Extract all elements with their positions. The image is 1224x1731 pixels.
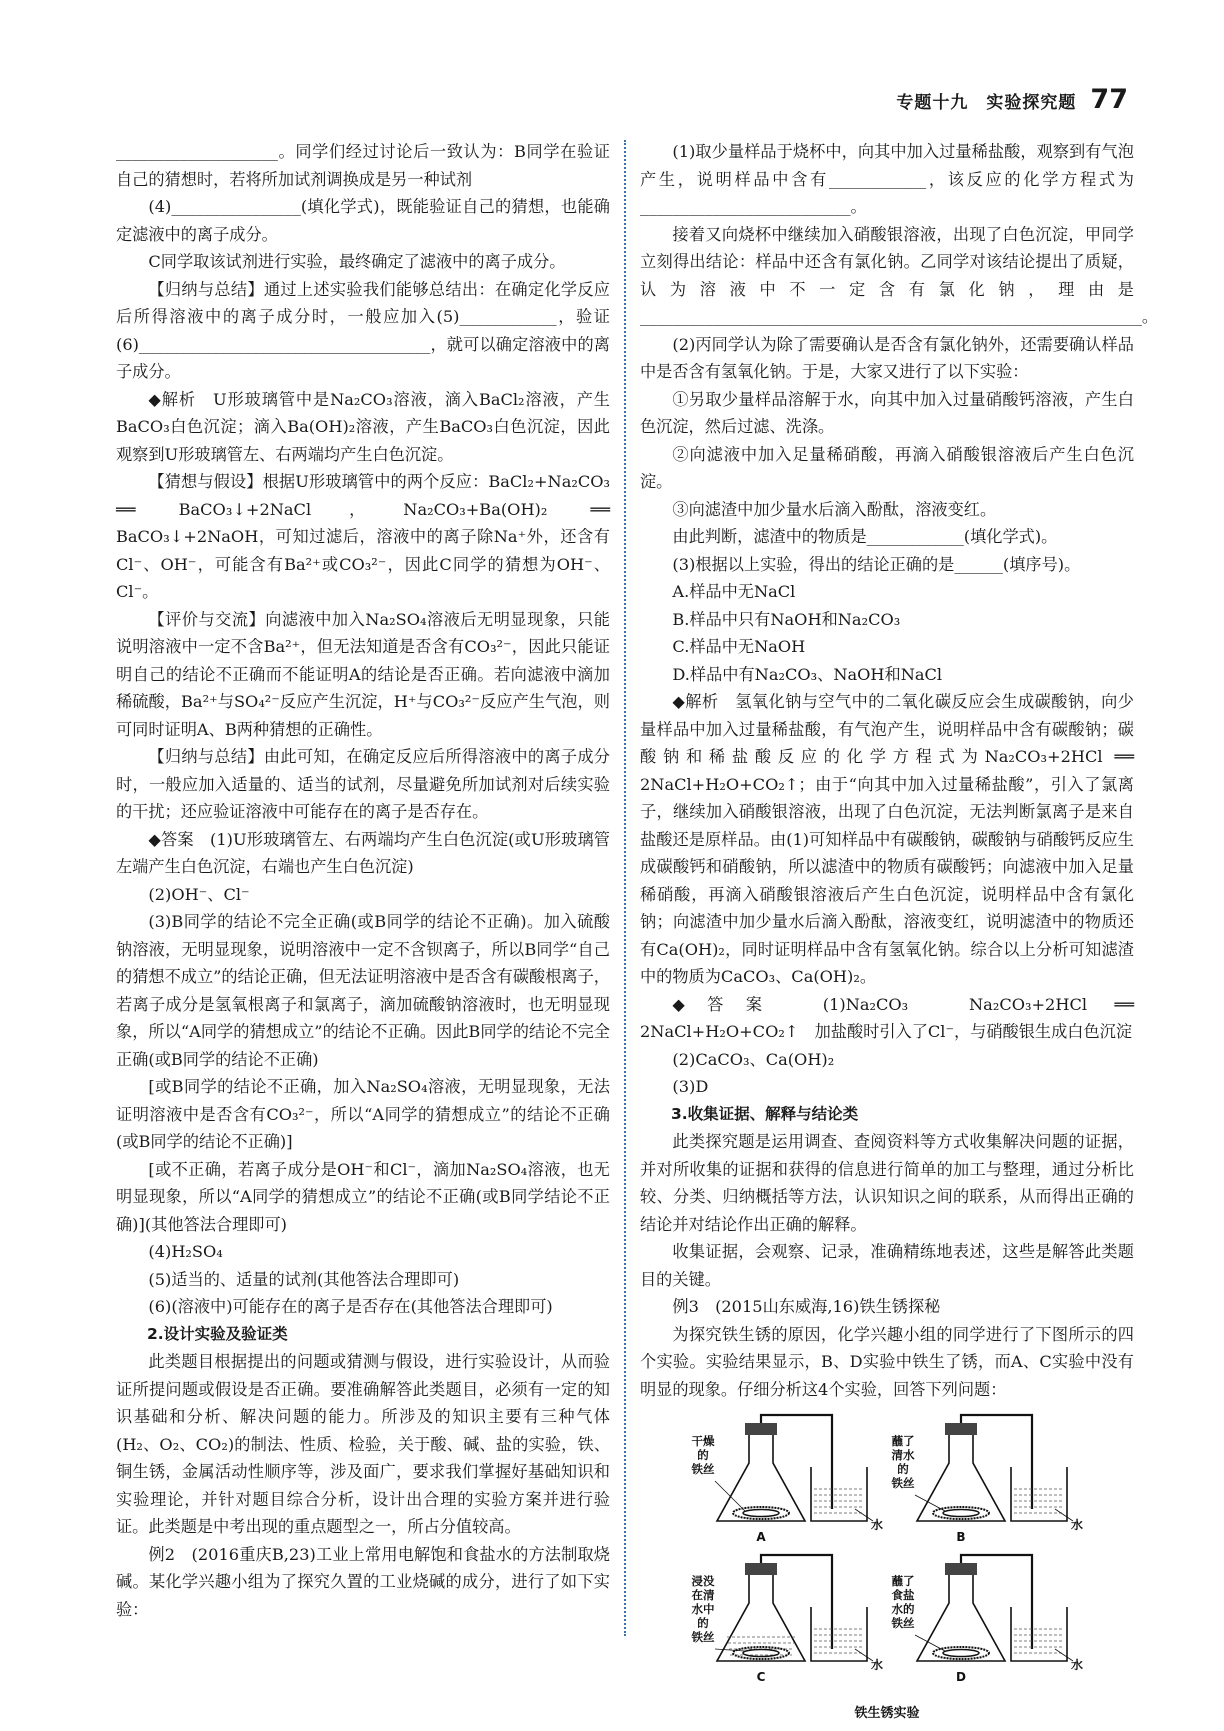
paragraph: [或不正确，若离子成分是OH⁻和Cl⁻，滴加Na₂SO₄溶液，也无明显现象，所以“A同学的猜想成立”的结论不正确(或B同学结论不正确)](其他答法合理即可) xyxy=(116,1159,610,1234)
page-header xyxy=(896,84,1128,115)
flask-label: 食盐 xyxy=(891,1588,915,1602)
paragraph: (3)D xyxy=(672,1077,709,1096)
flask-label: 的 xyxy=(897,1462,909,1476)
panel-letter: B xyxy=(956,1530,966,1544)
paragraph: C.样品中无NaOH xyxy=(672,637,806,656)
beaker-label: 水 xyxy=(1070,1518,1084,1532)
paragraph: (2)丙同学认为除了需要确认是否含有氯化钠外，还需要确认样品中是否含有氢氧化钠。于是，大家又进行了以下实验： xyxy=(640,334,1134,381)
paragraph: (2)CaCO₃、Ca(OH)₂ xyxy=(672,1049,835,1069)
paragraph: ◆答案 (1)U形玻璃管左、右两端均产生白色沉淀(或U形玻璃管左端产生白色沉淀，右端也产生白色沉淀) xyxy=(116,829,610,876)
flask-label: 铁丝 xyxy=(691,1462,715,1476)
paragraph: 此类探究题是运用调查、查阅资料等方式收集解决问题的证据，并对所收集的证据和获得的信息进行简单的加工与整理，通过分析比较、分类、归纳概括等方法，认识知识之间的联系，从而得出正确的结论并对结论作出正确的解释。 xyxy=(640,1132,1134,1234)
paragraph: 【归纳与总结】通过上述实验我们能够总结出：在确定化学反应后所得溶液中的离子成分时，一般应加入(5)____________，验证(6)____________________________________，就可以确定溶液中的离子成分。 xyxy=(116,279,610,381)
paragraph: ③向滤渣中加少量水后滴入酚酞，溶液变红。 xyxy=(672,499,997,519)
paragraph: (6)(溶液中)可能存在的离子是否存在(其他答法合理即可) xyxy=(148,1297,553,1316)
flask-label: 蘸了 xyxy=(891,1574,915,1588)
paragraph: (5)适当的、适量的试剂(其他答法合理即可) xyxy=(148,1269,460,1289)
paragraph: 此类题目根据提出的问题或猜测与假设，进行实验设计，从而验证所提问题或假设是否正确。要准确解答此类题目，必须有一定的知识基础和分析、解决问题的能力。所涉及的知识主要有三种气体(H₂、O₂、CO₂)的制法、性质、检验，关于酸、碱、盐的实验，铁、铜生锈，金属活动性顺序等，涉及面广，要求我们掌握好基础知识和实验理论，并针对题目综合分析，设计出合理的实验方案并进行验证。此类题是中考出现的重点题型之一，所占分值较高。 xyxy=(116,1352,610,1536)
left-column xyxy=(116,138,610,1623)
paragraph: ◆解析 氢氧化钠与空气中的二氧化碳反应会生成碳酸钠，向少量样品中加入过量稀盐酸，有气泡产生，说明样品中含有碳酸钠；碳酸钠和稀盐酸反应的化学方程式为Na₂CO₃+2HCl ══ 2NaCl+H₂O+CO₂↑；由于“向其中加入过量稀盐酸”，引入了氯离子，继续加入硝酸银溶液，出现了白色沉淀，无法判断氯离子是来自盐酸还是原样品。由(1)可知样品中有碳酸钠，碳酸钠与硝酸钙反应生成碳酸钙和硝酸钠，所以滤渣中的物质有碳酸钙；向滤液中加入足量稀硝酸，再滴入硝酸银溶液后产生白色沉淀，说明样品中含有氯化钠；向滤渣中加少量水后滴入酚酞，溶液变红，说明滤渣中的物质还有Ca(OH)₂，同时证明样品中含有氢氧化钠。综合以上分析可知滤渣中的物质为CaCO₃、Ca(OH)₂。 xyxy=(640,692,1134,986)
right-column xyxy=(640,138,1158,1731)
stopper xyxy=(945,1423,977,1435)
paragraph: (2)OH⁻、Cl⁻ xyxy=(148,884,250,904)
stopper xyxy=(745,1563,777,1575)
paragraph: A.样品中无NaCl xyxy=(672,582,796,601)
paragraph: 【归纳与总结】由此可知，在确定反应后所得溶液中的离子成分时，一般应加入适量的、适当的试剂，尽量避免所加试剂对后续实验的干扰；还应验证溶液中可能存在的离子是否存在。 xyxy=(116,747,610,821)
paragraph: ①另取少量样品溶解于水，向其中加入过量硝酸钙溶液，产生白色沉淀，然后过滤、洗涤。 xyxy=(640,389,1134,436)
paragraph: ◆答案 (1)Na₂CO₃ Na₂CO₃+2HCl ══ 2NaCl+H₂O+CO₂↑ 加盐酸时引入了Cl⁻，与硝酸银生成白色沉淀 xyxy=(640,994,1134,1041)
flask-label: 水中 xyxy=(691,1602,715,1616)
flask-label: 的 xyxy=(697,1448,709,1462)
flask-label: 水的 xyxy=(891,1602,915,1616)
panel-letter: C xyxy=(756,1670,766,1684)
panel-letter: D xyxy=(956,1670,966,1684)
flask-label: 清水 xyxy=(891,1448,915,1462)
paragraph: [或B同学的结论不正确，加入Na₂SO₄溶液，无明显现象，无法证明溶液中是否含有CO₃²⁻，所以“A同学的猜想成立”的结论不正确(或B同学的结论不正确)] xyxy=(116,1077,610,1151)
paragraph: 例3 (2015山东威海,16)铁生锈探秘 xyxy=(672,1297,941,1316)
rust-experiment-figure xyxy=(640,1411,1134,1731)
paragraph: (4)H₂SO₄ xyxy=(148,1242,223,1261)
paragraph: ②向滤液中加入足量稀硝酸，再滴入硝酸银溶液后产生白色沉淀。 xyxy=(640,444,1134,491)
paragraph: 例2 (2016重庆B,23)工业上常用电解饱和食盐水的方法制取烧碱。某化学兴趣小组为了探究久置的工业烧碱的成分，进行了如下实验： xyxy=(116,1544,610,1619)
paragraph: (3)根据以上实验，得出的结论正确的是______(填序号)。 xyxy=(672,554,1081,574)
flask-label: 铁丝 xyxy=(891,1476,915,1490)
paragraph: (4)________________(填化学式)，既能验证自己的猜想，也能确定滤液中的离子成分。 xyxy=(116,197,610,244)
rust-experiment-diagram xyxy=(687,1411,1087,1731)
paragraph: 【猜想与假设】根据U形玻璃管中的两个反应：BaCl₂+Na₂CO₃ ══ BaCO₃↓+2NaCl，Na₂CO₃+Ba(OH)₂ ══ BaCO₃↓+2NaOH，可知过滤后，溶液中的离子除Na⁺外，还含有Cl⁻、OH⁻，可能含有Ba²⁺或CO₃²⁻，因此C同学的猜想为OH⁻、Cl⁻。 xyxy=(116,472,610,601)
paragraph: B.样品中只有NaOH和Na₂CO₃ xyxy=(672,609,901,629)
paragraph: 接着又向烧杯中继续加入硝酸银溶液，出现了白色沉淀，甲同学立刻得出结论：样品中还含有氯化钠。乙同学对该结论提出了质疑，认为溶液中不一定含有氯化钠，理由是______________________________________________________________。 xyxy=(640,224,1158,326)
beaker-label: 水 xyxy=(870,1518,884,1532)
iron-wire-coil xyxy=(943,1510,979,1517)
paragraph: (1)取少量样品于烧杯中，向其中加入过量稀盐酸，观察到有气泡产生，说明样品中含有____________，该反应的化学方程式为__________________________。 xyxy=(640,142,1134,216)
paragraph: C同学取该试剂进行实验，最终确定了滤液中的离子成分。 xyxy=(148,252,566,271)
column-divider xyxy=(624,140,626,1636)
label-pointer xyxy=(715,1481,745,1511)
panel-letter: A xyxy=(756,1530,766,1544)
paragraph: 收集证据，会观察、记录，准确精练地表述，这些是解答此类题目的关键。 xyxy=(640,1242,1134,1289)
paragraph: 由此判断，滤渣中的物质是____________(填化学式)。 xyxy=(672,527,1058,546)
beaker-pointer xyxy=(855,1509,873,1521)
section-heading: 3.收集证据、解释与结论类 xyxy=(671,1104,859,1123)
page-number: 77 xyxy=(1090,84,1128,115)
flask-label: 铁丝 xyxy=(691,1630,715,1644)
stopper xyxy=(745,1423,777,1435)
paragraph: 为探究铁生锈的原因，化学兴趣小组的同学进行了下图所示的四个实验。实验结果显示，B、D实验中铁生了锈，而A、C实验中没有明显的现象。仔细分析这4个实验，回答下列问题： xyxy=(640,1324,1134,1399)
flask-label: 在清 xyxy=(691,1588,715,1602)
section-heading: 2.设计实验及验证类 xyxy=(147,1324,288,1343)
flask-label: 铁丝 xyxy=(891,1616,915,1630)
flask-label: 浸没 xyxy=(691,1574,715,1588)
paragraph: ◆解析 U形玻璃管中是Na₂CO₃溶液，滴入BaCl₂溶液，产生BaCO₃白色沉淀；滴入Ba(OH)₂溶液，产生BaCO₃白色沉淀，因此观察到U形玻璃管左、右两端均产生白色沉淀。 xyxy=(116,389,610,464)
flask-label: 干燥 xyxy=(691,1434,715,1448)
figure-caption: 铁生锈实验 xyxy=(854,1706,920,1721)
iron-wire-coil xyxy=(943,1650,979,1657)
paragraph: (3)B同学的结论不完全正确(或B同学的结论不正确)。加入硫酸钠溶液，无明显现象，说明溶液中一定不含钡离子，所以B同学“自己的猜想不成立”的结论正确，但无法证明溶液中是否含有碳酸根离子，若离子成分是氢氧根离子和氯离子，滴加硫酸钠溶液时，也无明显现象，所以“A同学的猜想成立”的结论不正确。因此B同学的结论不完全正确(或B同学的结论不正确) xyxy=(116,912,610,1069)
beaker-label: 水 xyxy=(1070,1658,1084,1672)
beaker-label: 水 xyxy=(870,1658,884,1672)
flask-label: 蘸了 xyxy=(891,1434,915,1448)
stopper xyxy=(945,1563,977,1575)
iron-wire-coil xyxy=(743,1510,779,1517)
iron-wire-coil xyxy=(743,1650,779,1657)
beaker-pointer xyxy=(1055,1649,1073,1661)
beaker-pointer xyxy=(855,1649,873,1661)
beaker-pointer xyxy=(1055,1509,1073,1521)
paragraph: ____________________。同学们经过讨论后一致认为：B同学在验证自己的猜想时，若将所加试剂调换成是另一种试剂 xyxy=(116,142,610,189)
flask-label: 的 xyxy=(697,1616,709,1630)
paragraph: D.样品中有Na₂CO₃、NaOH和NaCl xyxy=(672,664,943,684)
paragraph: 【评价与交流】向滤液中加入Na₂SO₄溶液后无明显现象，只能说明溶液中一定不含Ba²⁺，但无法知道是否含有CO₃²⁻，因此只能证明自己的结论不正确而不能证明A的结论是否正确。若向滤液中滴加稀硫酸，Ba²⁺与SO₄²⁻反应产生沉淀，H⁺与CO₃²⁻反应产生气泡，则可同时证明A、B两种猜想的正确性。 xyxy=(116,609,610,739)
topic-title: 专题十九 实验探究题 xyxy=(896,93,1077,113)
